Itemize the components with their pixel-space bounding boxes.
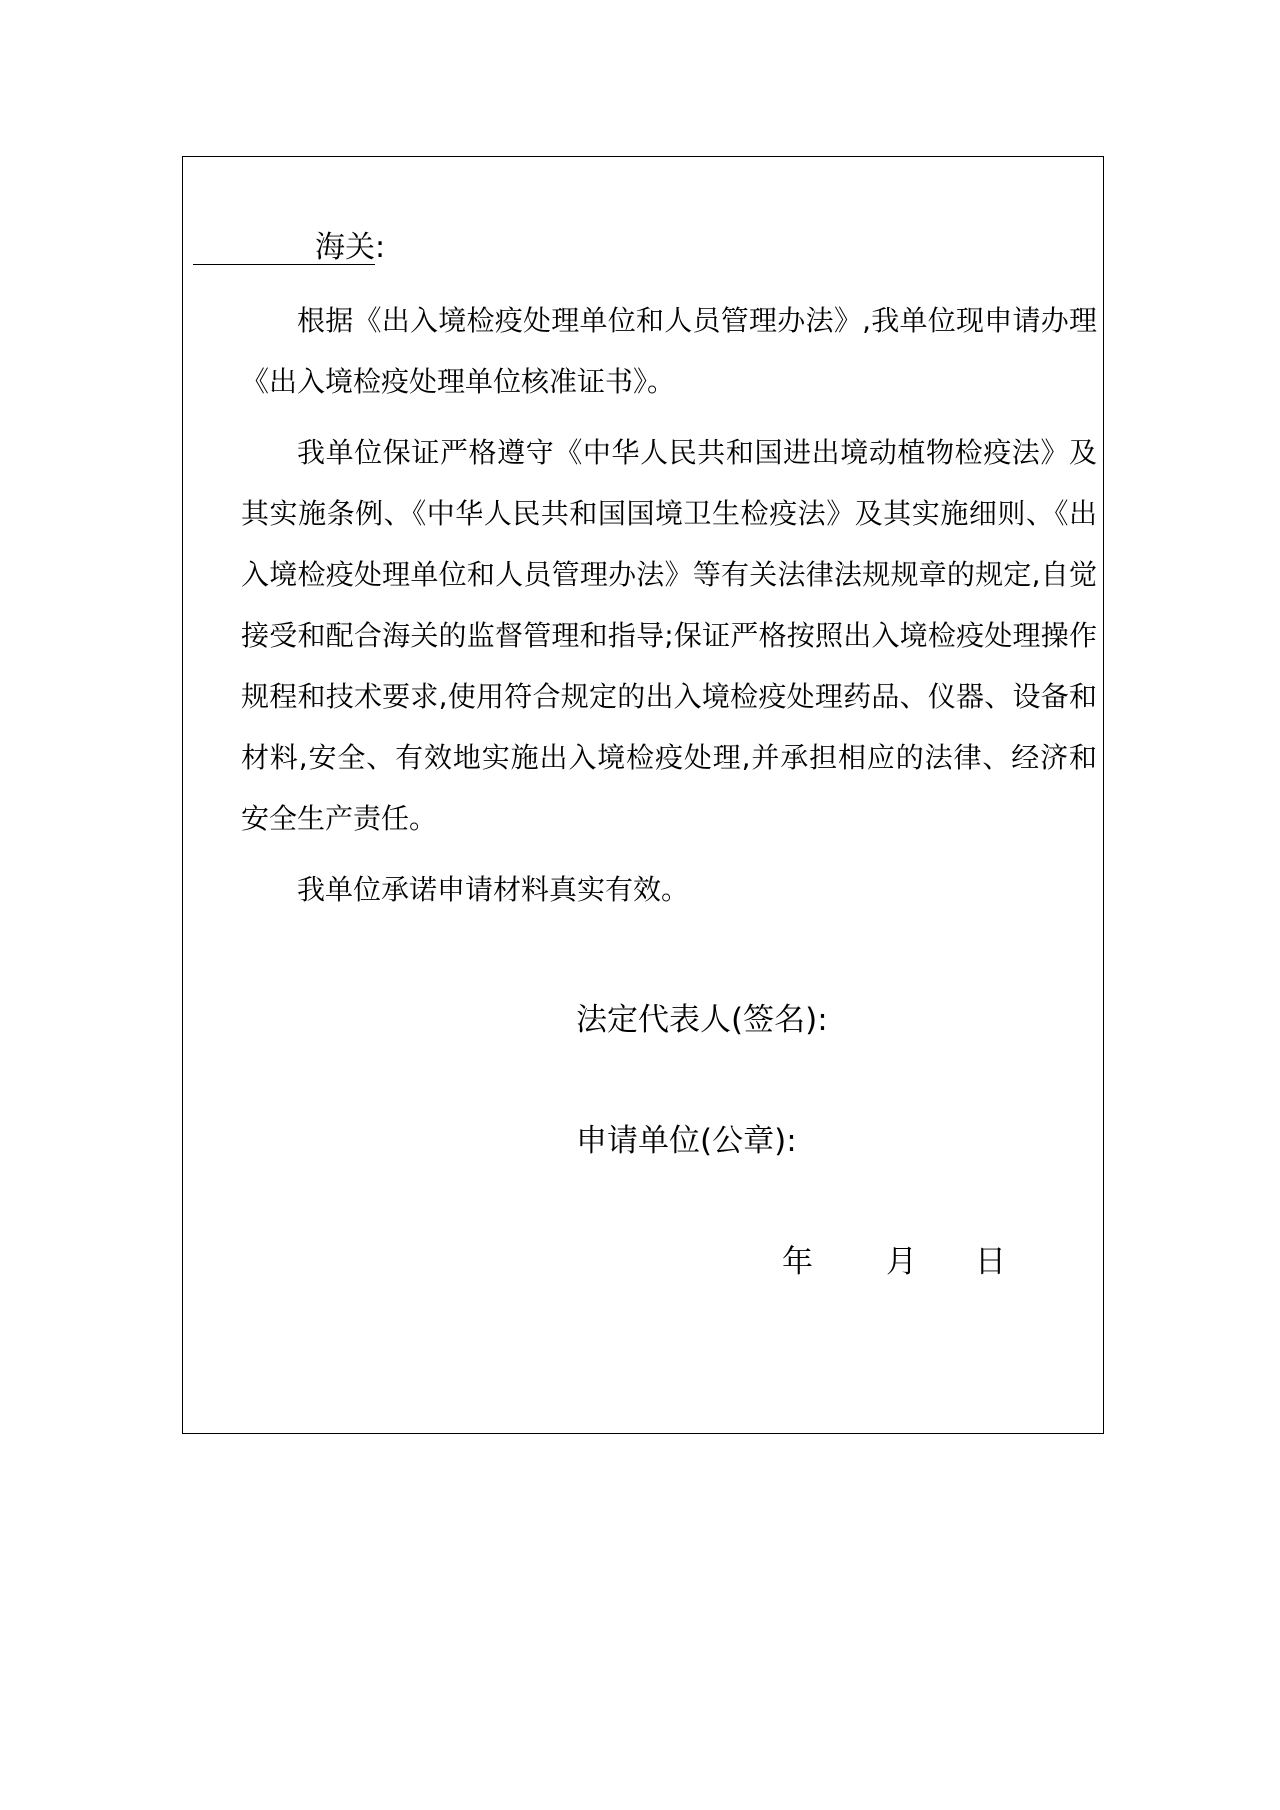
customs-office-label: 海关: [315, 230, 375, 265]
date-year-label: 年: [782, 1244, 813, 1280]
addressee-colon: :: [375, 230, 386, 265]
legal-representative-signature-label: 法定代表人(签名):: [576, 1002, 828, 1038]
application-paragraph: 根据《出入境检疫处理单位和人员管理办法》,我单位现申请办理《出入境检疫处理单位核准证书》。: [241, 304, 1097, 398]
commitment-paragraph: 我单位承诺申请材料真实有效。: [297, 873, 690, 906]
addressee-blank-field[interactable]: [193, 232, 315, 265]
applicant-unit-seal-label: 申请单位(公章):: [576, 1123, 797, 1159]
guarantee-paragraph: 我单位保证严格遵守《中华人民共和国进出境动植物检疫法》及其实施条例、《中华人民共和国国境卫生检疫法》及其实施细则、《出入境检疫处理单位和人员管理办法》等有关法律法规规章的规定,自觉接受和配合海关的监督管理和指导;保证严格按照出入境检疫处理操作规程和技术要求,使用符合规定的出入境检疫处理药品、仪器、设备和材料,安全、有效地实施出入境检疫处理,并承担相应的法律、经济和安全生产责任。: [241, 436, 1097, 835]
date-day-label: 日: [975, 1244, 1006, 1280]
date-month-label: 月: [886, 1244, 917, 1280]
addressee-line: [193, 232, 385, 276]
